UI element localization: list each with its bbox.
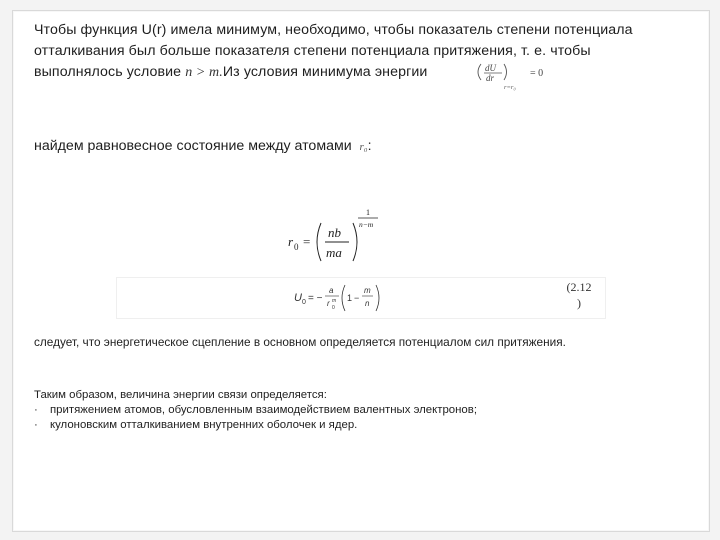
- eq-r0-numerator: nb: [328, 225, 341, 240]
- bullet-text: кулоновским отталкиванием внутренних оболочек и ядер.: [50, 419, 358, 431]
- eq-u0-inner-num: m: [364, 286, 371, 295]
- equation-u0: [292, 281, 392, 315]
- eq-r0-exp-den: n−m: [359, 220, 374, 229]
- paragraph2-text: найдем равновесное состояние между атомами: [34, 138, 352, 154]
- paragraph-binding-energy: [34, 388, 654, 433]
- eq-r0-equals: =: [303, 234, 311, 249]
- eq-u0-equals: = −: [308, 293, 323, 304]
- paragraph1-line3: [34, 62, 672, 83]
- equation-u0-box: [116, 277, 606, 319]
- eq-r0-lhs: r: [288, 234, 294, 249]
- bullet-text: притяжением атомов, обусловленным взаимодействием валентных электронов;: [50, 404, 477, 416]
- equation-number-line1: (2.12: [566, 280, 592, 294]
- eq-u0-left-paren: [342, 285, 345, 311]
- eq-r0-denominator: ma: [326, 245, 342, 260]
- eq-u0-lhs-sub: 0: [302, 299, 306, 306]
- deriv-denominator: dr: [486, 73, 495, 83]
- equation-r0: [270, 206, 400, 268]
- eq-u0-frac-num: a: [329, 286, 334, 295]
- eq-u0-minus: −: [354, 293, 360, 303]
- equation-number: [561, 279, 597, 311]
- paragraph1-line1: Чтобы функция U(r) имела минимум, необходимо, чтобы показатель степени потенциала: [34, 22, 633, 38]
- list-item: [34, 403, 654, 418]
- deriv-eval-at: r=r₀: [504, 84, 516, 91]
- paragraph2-colon: :: [367, 138, 372, 154]
- paragraph4-intro: Таким образом, величина энергии связи определяется:: [34, 389, 327, 401]
- deriv-equals-zero: = 0: [530, 68, 544, 79]
- slide: [12, 10, 710, 532]
- eq-u0-frac-den-sub: 0: [332, 305, 335, 311]
- right-paren: [504, 64, 507, 80]
- eq-u0-frac-den: r: [327, 299, 330, 308]
- paragraph1-line3-end: Из условия минимума энергии: [222, 64, 428, 80]
- deriv-numerator: dU: [485, 63, 496, 73]
- r0-symbol: r₀: [359, 141, 368, 153]
- paragraph1-line3-start: выполнялось условие: [34, 64, 182, 80]
- paragraph-equilibrium: [34, 136, 372, 157]
- eq-r0-exp-num: 1: [366, 208, 370, 217]
- bullet-marker: ·: [34, 404, 38, 416]
- eq-u0-inner-den: n: [365, 299, 370, 308]
- eq-r0-lhs-sub: 0: [294, 242, 299, 252]
- eq-r0-left-paren: [317, 223, 321, 261]
- list-item: [34, 418, 654, 433]
- equation-number-line2: ): [577, 296, 581, 310]
- eq-u0-lhs: U: [294, 292, 302, 304]
- condition-n-gt-m: n > m.: [185, 65, 223, 80]
- left-paren: [478, 64, 481, 80]
- paragraph-binding-attraction: следует, что энергетическое сцепление в основном определяется потенциалом сил притяжения.: [34, 335, 566, 349]
- eq-r0-right-paren: [353, 223, 357, 261]
- eq-u0-right-paren: [376, 285, 379, 311]
- bullet-marker: ·: [34, 419, 38, 431]
- paragraph1-line2: отталкивания был больше показателя степени потенциала притяжения, т. е. чтобы: [34, 43, 591, 59]
- derivative-condition-formula: [472, 62, 572, 94]
- paragraph-minimum-condition: [34, 20, 672, 83]
- eq-u0-one: 1: [347, 293, 353, 303]
- eq-u0-frac-den-exp: m: [332, 298, 337, 304]
